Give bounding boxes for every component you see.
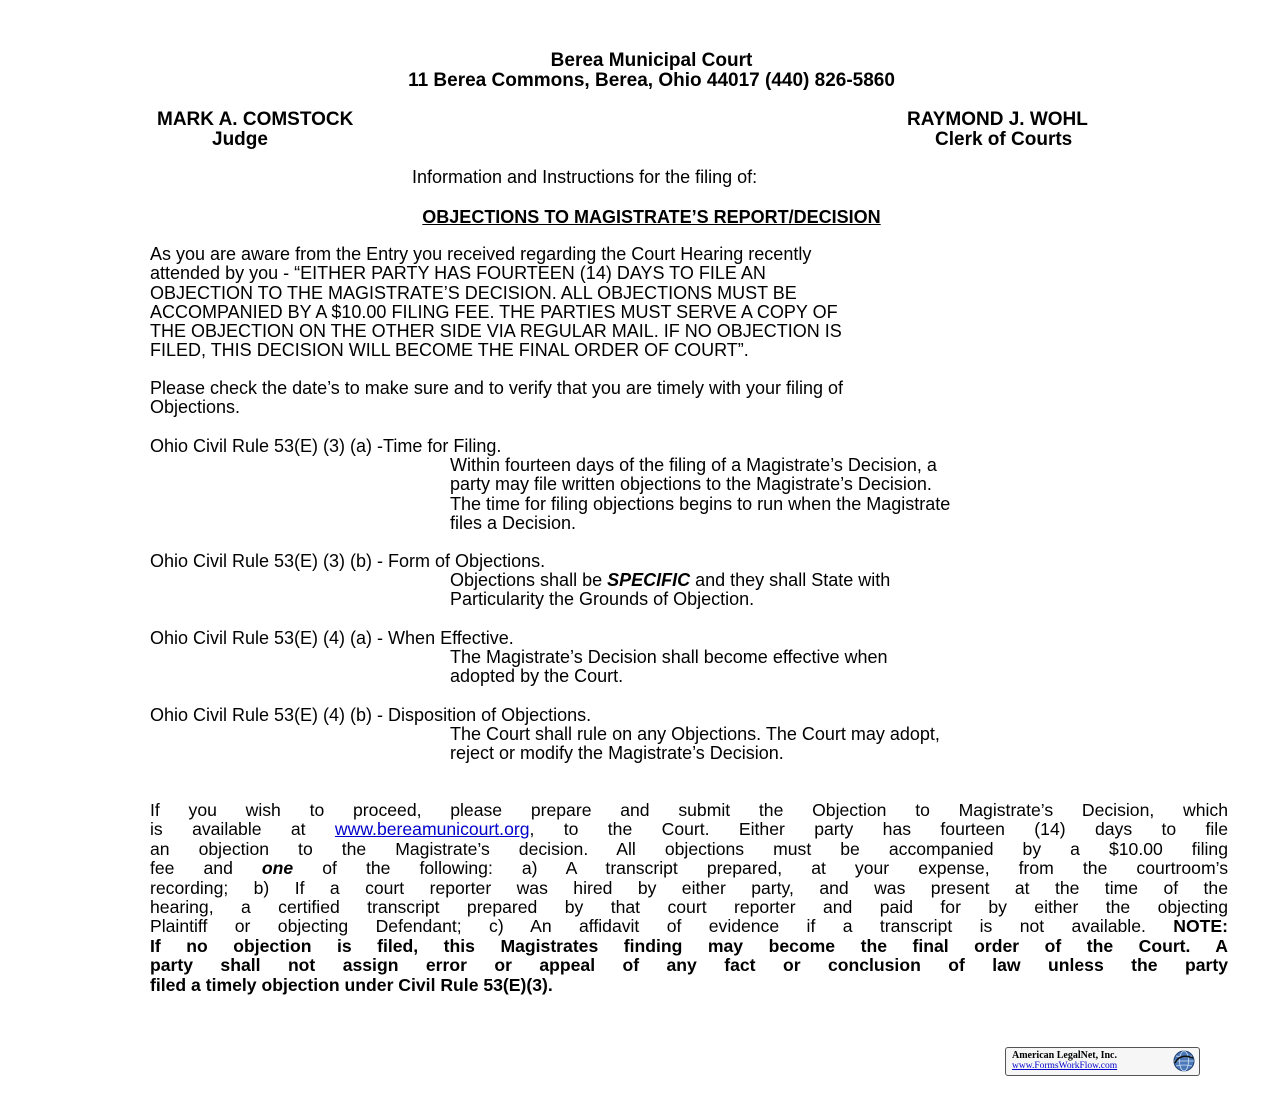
rule-line: [450, 571, 890, 590]
rule-heading-time-for-filing: Ohio Civil Rule 53(E) (3) (a) -Time for Filing.: [150, 436, 502, 456]
paragraph-how-to-proceed: [150, 801, 1228, 995]
paragraph-line-bold: filed a timely objection under Civil Rule 53(E)(3).: [150, 974, 553, 995]
paragraph-line: FILED, THIS DECISION WILL BECOME THE FINAL ORDER OF COURT”.: [150, 340, 749, 361]
judge-name: MARK A. COMSTOCK: [157, 109, 354, 130]
globe-icon: [1172, 1049, 1196, 1073]
paragraph-line: As you are aware from the Entry you received regarding the Court Hearing recently: [150, 244, 812, 264]
rule-line: Within fourteen days of the filing of a Magistrate’s Decision, a: [450, 455, 937, 475]
paragraph-line: an objection to the Magistrate’s decision. All objections must be accompanied by a $10.00 filing: [150, 838, 1228, 859]
rule-emphasis-specific: SPECIFIC: [607, 570, 691, 590]
paragraph-line: Please check the date’s to make sure and to verify that you are timely with your filing of: [150, 378, 844, 398]
paragraph-text: is available at: [150, 819, 335, 840]
rule-line: The Magistrate’s Decision shall become effective when: [450, 647, 888, 667]
paragraph-entry-notice: [150, 245, 842, 361]
court-address: 11 Berea Commons, Berea, Ohio 44017 (440) 826-5860: [408, 70, 895, 91]
clerk-name: RAYMOND J. WOHL: [907, 109, 1088, 130]
paragraph-text: fee and: [150, 858, 262, 879]
page-title: OBJECTIONS TO MAGISTRATE’S REPORT/DECISION: [422, 207, 881, 227]
paragraph-line: Objections.: [150, 397, 241, 418]
logo-url: www.FormsWorkFlow.com: [1012, 1061, 1118, 1071]
paragraph-line: OBJECTION TO THE MAGISTRATE’S DECISION. ALL OBJECTIONS MUST BE: [150, 282, 797, 303]
paragraph-check-dates: [150, 379, 843, 418]
paragraph-text: of the following: a) A transcript prepared, at your expense, from the courtroom’s: [293, 858, 1228, 879]
paragraph-line: ACCOMPANIED BY A $10.00 FILING FEE. THE PARTIES MUST SERVE A COPY OF: [150, 301, 838, 322]
paragraph-line: attended by you - “EITHER PARTY HAS FOURTEEN (14) DAYS TO FILE AN: [150, 263, 766, 284]
logo-company-name: American LegalNet, Inc.: [1012, 1050, 1117, 1061]
paragraph-line: hearing, a certified transcript prepared by that court reporter and paid for by either the objecting: [150, 897, 1228, 918]
paragraph-line: recording; b) If a court reporter was hired by either party, and was present at the time of the: [150, 877, 1228, 898]
paragraph-line: If you wish to proceed, please prepare and submit the Objection to Magistrate’s Decision, which: [150, 800, 1228, 820]
rule-body-when-effective: [450, 648, 888, 687]
paragraph-text: Plaintiff or objecting Defendant; c) An affidavit of evidence if a transcript is not available.: [150, 916, 1174, 937]
paragraph-line: [150, 859, 1228, 878]
emphasis-one: one: [261, 858, 294, 879]
rule-line: Particularity the Grounds of Objection.: [450, 589, 755, 610]
paragraph-line-bold: party shall not assign error or appeal of any fact or conclusion of law unless the party: [150, 955, 1228, 976]
rule-line: party may file written objections to the Magistrate’s Decision.: [450, 474, 932, 495]
rule-text: and they shall State with: [690, 570, 891, 590]
paragraph-line: [150, 917, 1228, 936]
judge-title: Judge: [212, 129, 268, 150]
rule-line: files a Decision.: [450, 512, 577, 533]
paragraph-line: THE OBJECTION ON THE OTHER SIDE VIA REGULAR MAIL. IF NO OBJECTION IS: [150, 321, 842, 342]
rule-body-form-of-objections: [450, 571, 890, 610]
rule-line: The Court shall rule on any Objections. The Court may adopt,: [450, 724, 940, 744]
paragraph-line-bold: If no objection is filed, this Magistrates finding may become the final order of the Court. A: [150, 935, 1228, 956]
american-legalnet-logo[interactable]: [1005, 1047, 1200, 1076]
court-name: Berea Municipal Court: [550, 50, 753, 71]
clerk-title: Clerk of Courts: [935, 129, 1073, 150]
intro-line: Information and Instructions for the filing of:: [412, 167, 758, 187]
rule-line: reject or modify the Magistrate’s Decision.: [450, 743, 784, 764]
rule-text: Objections shall be: [450, 570, 608, 590]
rule-heading-disposition: Ohio Civil Rule 53(E) (4) (b) - Disposition of Objections.: [150, 705, 592, 725]
rule-body-disposition: [450, 725, 940, 764]
note-label: NOTE:: [1173, 916, 1228, 937]
rule-line: adopted by the Court.: [450, 666, 624, 687]
rule-heading-when-effective: Ohio Civil Rule 53(E) (4) (a) - When Effective.: [150, 628, 514, 648]
rule-heading-form-of-objections: Ohio Civil Rule 53(E) (3) (b) - Form of Objections.: [150, 551, 546, 571]
paragraph-line: [150, 820, 1228, 839]
rule-line: The time for filing objections begins to run when the Magistrate: [450, 493, 951, 514]
paragraph-text: , to the Court. Either party has fourteen (14) days to file: [529, 819, 1228, 840]
rule-body-time-for-filing: [450, 456, 950, 533]
court-website-link[interactable]: www.bereamunicourt.org: [334, 819, 530, 840]
